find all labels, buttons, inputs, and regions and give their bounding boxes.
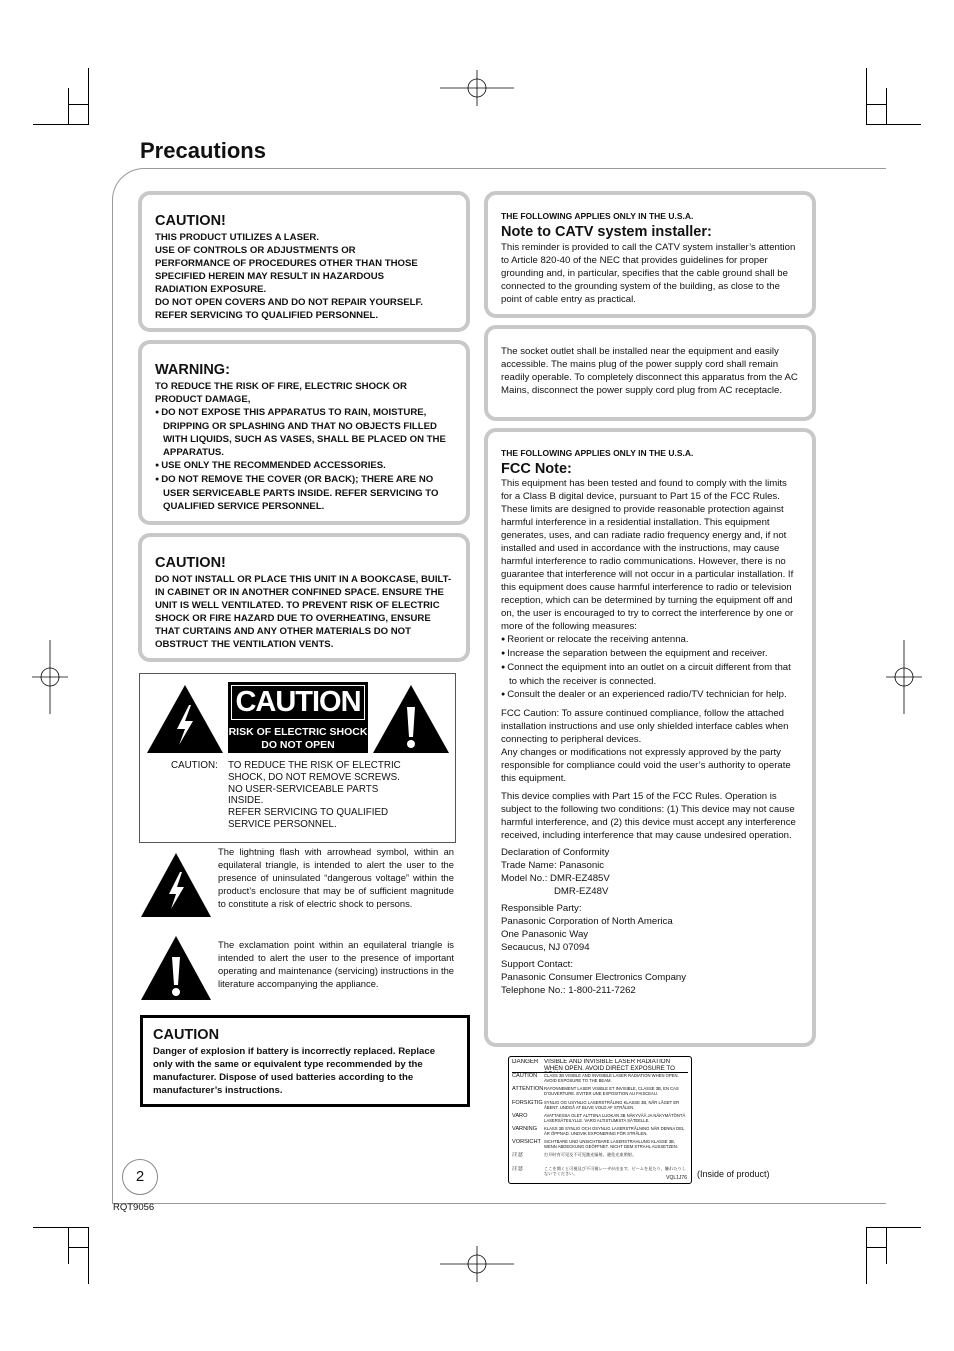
model-code: RQT9056 [113, 1202, 155, 1213]
conformity-line: Declaration of Conformity [501, 847, 610, 858]
fcc-heading: FCC Note: [501, 461, 572, 477]
warning-bullet: ● DO NOT REMOVE THE COVER (OR BACK); THERE ARE NO USER SERVICEABLE PARTS INSIDE. REFER SERVICING TO QUALIFIED SERVICE PERSONNEL. [155, 473, 454, 513]
laser-label-row [512, 1139, 688, 1152]
responsible-line: Secaucus, NJ 07094 [501, 942, 590, 953]
registration-mark-right [886, 640, 922, 714]
caution-label [139, 673, 456, 843]
caution-label-line: INSIDE. [228, 795, 264, 807]
caution-ventilation-box [138, 533, 470, 662]
fcc-applies: THE FOLLOWING APPLIES ONLY IN THE U.S.A. [501, 448, 694, 458]
laser-warning-label [508, 1056, 692, 1184]
fcc-box [484, 428, 816, 1047]
fcc-bullet: ● Connect the equipment into an outlet on a circuit different from that to which the receiver is connected. [501, 661, 800, 688]
fcc-bullet: ● Consult the dealer or an experienced radio/TV technician for help. [501, 688, 800, 702]
caution-sub1: RISK OF ELECTRIC SHOCK [228, 726, 368, 738]
laser-label-row [512, 1059, 688, 1073]
exclamation-triangle-icon [371, 683, 451, 755]
support-line: Panasonic Consumer Electronics Company [501, 972, 687, 983]
lightning-explanation: The lightning flash with arrowhead symbol, within an equilateral triangle, is intended to alert the user to the presence of uninsulated “dangerous voltage” within the product’s enclosure that may be of sufficient magnitude to constitute a risk of electric shock to persons. [218, 846, 454, 909]
responsible-line: Responsible Party: [501, 903, 582, 914]
caution-laser-line: PERFORMANCE OF PROCEDURES OTHER THAN THOSE [155, 258, 418, 269]
laser-label-text: SICHTBARE UND UNSICHTBARE LASERSTRAHLUNG KLASSE 3B, WENN ABDECKUNG GEÖFFNET. NICHT DEM STRAHL AUSSETZEN. [544, 1139, 679, 1150]
caution-laser-text [155, 231, 466, 322]
laser-label-text: ここを開くと可視及び不可視レーザが出ます。ビームを見たり、触れたりしないでください。 [544, 1165, 686, 1176]
fcc-support [501, 958, 800, 997]
caution-prefix: CAUTION: [171, 760, 218, 771]
conformity-line: Model No.: DMR-EZ485V [501, 873, 610, 884]
registration-mark-left [32, 640, 68, 714]
lightning-symbol-icon [140, 852, 212, 918]
lightning-triangle-icon [145, 683, 225, 755]
warning-heading: WARNING: [155, 362, 230, 378]
conformity-line: DMR-EZ48V [554, 886, 609, 897]
fcc-responsible [501, 902, 800, 954]
caution-label-line: NO USER-SERVICEABLE PARTS [228, 783, 379, 795]
caution-big-text: CAUTION [231, 685, 365, 720]
laser-label-code: VQL1J76 [666, 1175, 687, 1181]
caution-label-line: REFER SERVICING TO QUALIFIED [228, 807, 389, 819]
caution-laser-line: THIS PRODUCT UTILIZES A LASER. [155, 232, 319, 243]
laser-label-key: 注意 [512, 1152, 524, 1159]
caution-ventilation-text: DO NOT INSTALL OR PLACE THIS UNIT IN A BOOKCASE, BUILT-IN CABINET OR IN ANOTHER CONFINED SPACE. ENSURE THE UNIT IS WELL VENTILATED. TO PREVENT RISK OF ELECTRIC SHOCK OR FIRE HAZARD DUE TO OVERHEATING, ENSURE THAT CURTAINS AND ANY OTHER MATERIALS DO NOT OBSTRUCT THE VENTILATION VENTS. [155, 574, 452, 650]
laser-label-row [512, 1126, 688, 1139]
page-number: 2 [122, 1159, 158, 1195]
laser-label-text: 打开时有可见及不可见激光辐射。避免光束照射。 [544, 1152, 637, 1158]
conformity-line: Trade Name: Panasonic [501, 860, 605, 871]
caution-label-line: TO REDUCE THE RISK OF ELECTRIC [228, 760, 401, 771]
warning-intro: TO REDUCE THE RISK OF FIRE, ELECTRIC SHOCK OR PRODUCT DAMAGE, [155, 381, 407, 405]
caution-laser-box [138, 191, 470, 332]
warning-bullet: ● DO NOT EXPOSE THIS APPARATUS TO RAIN, MOISTURE, DRIPPING OR SPLASHING AND THAT NO OBJECTS FILLED WITH LIQUIDS, SUCH AS VASES, SHALL BE PLACED ON THE APPARATUS. [155, 406, 454, 459]
laser-label-text: AVATTAESSA OLET ALTTIINA LUOKAN 3B NÄKYVÄÄ JA NÄKYMÄTÖNTÄ LASERSÄTEILYLLE. VARO ALTISTUMISTA SÄTEELLE. [544, 1112, 686, 1123]
caution-laser-line: USE OF CONTROLS OR ADJUSTMENTS OR [155, 245, 356, 256]
caution-label-text [228, 760, 448, 831]
laser-label-key: DANGER [512, 1059, 539, 1065]
fcc-part15: This device complies with Part 15 of the FCC Rules. Operation is subject to the following two conditions: (1) This device may not cause harmful interference, and (2) this device must accept any interference received, including interference that may cause undesired operation. [501, 791, 796, 841]
support-line: Support Contact: [501, 959, 573, 970]
responsible-line: Panasonic Corporation of North America [501, 916, 673, 927]
laser-label-row [512, 1166, 688, 1179]
caution-sub2: DO NOT OPEN [261, 739, 335, 751]
registration-mark-bottom [440, 1246, 514, 1282]
battery-caution-text: Danger of explosion if battery is incorrectly replaced. Replace only with the same or equivalent type recommended by the manufacturer. Dispose of used batteries according to the manufacturer’s instructions. [153, 1046, 436, 1096]
battery-caution-box [140, 1015, 470, 1107]
laser-label-text: CLASS 3B VISIBLE AND INVISIBLE LASER RADIATION WHEN OPEN. AVOID EXPOSURE TO THE BEAM. [544, 1073, 679, 1084]
responsible-line: One Panasonic Way [501, 929, 589, 940]
caution-label-line: SHOCK, DO NOT REMOVE SCREWS. [228, 771, 400, 783]
socket-box [484, 325, 816, 421]
support-line: Telephone No.: 1-800-211-7262 [501, 985, 636, 996]
caution-laser-line: DO NOT OPEN COVERS AND DO NOT REPAIR YOURSELF. [155, 297, 423, 308]
catv-applies: THE FOLLOWING APPLIES ONLY IN THE U.S.A. [501, 211, 694, 221]
warning-bullet: ● USE ONLY THE RECOMMENDED ACCESSORIES. [155, 459, 454, 473]
laser-label-text: KLASS 3B SYNLIG OCH OSYNLIG LASERSTRÅLNING NÄR DENNA DEL ÄR ÖPPNAD. UNDVIK EXPONERING FÖR STRÅLEN. [544, 1125, 685, 1136]
catv-box [484, 191, 816, 318]
catv-heading: Note to CATV system installer: [501, 224, 712, 240]
battery-caution-heading: CAUTION [153, 1027, 220, 1043]
laser-label-row [512, 1073, 688, 1086]
laser-label-text: RAYONNEMENT LASER VISIBLE ET INVISIBLE, CLASSE 3B, EN CAS D'OUVERTURE. EVITER UNE EXPOSITION AU FAISCEAU. [544, 1086, 679, 1097]
laser-label-text: VISIBLE AND INVISIBLE LASER RADIATION WHEN OPEN. AVOID DIRECT EXPOSURE TO [544, 1059, 675, 1072]
caution-plate [228, 682, 368, 753]
laser-label-key: FORSIGTIG [512, 1099, 543, 1106]
fcc-conformity [501, 846, 800, 898]
registration-mark-top [440, 70, 514, 106]
page-title: Precautions [140, 138, 266, 163]
caution-label-line: SERVICE PERSONNEL. [228, 818, 337, 830]
fcc-caution: FCC Caution: To assure continued compliance, follow the attached installation instructions and use only shielded interface cables when connecting to peripheral devices. [501, 708, 789, 745]
caution-ventilation-heading: CAUTION! [155, 555, 226, 571]
caution-laser-line: REFER SERVICING TO QUALIFIED PERSONNEL. [155, 310, 378, 321]
catv-text: This reminder is provided to call the CATV system installer’s attention to Article 820-40 of the NEC that provides guidelines for proper grounding and, in particular, specifies that the cable ground shall be connected to the grounding system of the building, as close to the point of cable entry as practical. [501, 242, 796, 305]
laser-label-key: VARO [512, 1112, 528, 1119]
caution-laser-line: RADIATION EXPOSURE. [155, 284, 267, 295]
laser-label-row [512, 1100, 688, 1113]
laser-label-key: VARNING [512, 1125, 538, 1132]
laser-label-row [512, 1086, 688, 1099]
laser-label-key: 注意 [512, 1165, 524, 1172]
laser-label-row [512, 1113, 688, 1126]
laser-label-row [512, 1152, 688, 1165]
exclamation-symbol-icon [140, 935, 212, 1001]
fcc-bullet: ● Reorient or relocate the receiving antenna. [501, 633, 800, 647]
fcc-changes: Any changes or modifications not expressly approved by the party responsible for compliance could void the user’s authority to operate this equipment. [501, 747, 791, 784]
caution-laser-heading: CAUTION! [155, 213, 226, 229]
exclamation-explanation: The exclamation point within an equilateral triangle is intended to alert the user to the presence of important operating and maintenance (servicing) instructions in the literature accompanying the appliance. [218, 939, 454, 989]
laser-label-caption: (Inside of product) [697, 1169, 770, 1179]
socket-text: The socket outlet shall be installed near the equipment and easily accessible. The mains plug of the power supply cord shall remain readily operable. To completely disconnect this apparatus from the AC Mains, disconnect the power supply cord plug from AC receptacle. [501, 346, 798, 396]
laser-label-key: VORSICHT [512, 1139, 541, 1146]
fcc-intro: This equipment has been tested and found to comply with the limits for a Class B digital device, pursuant to Part 15 of the FCC Rules. These limits are designed to provide reasonable protection against harmful interference in a residential installation. This equipment generates, uses, and can radiate radio frequency energy and, if not installed and used in accordance with the instructions, may cause harmful interference to radio communications. However, there is no guarantee that interference will not occur in a particular installation. If this equipment does cause harmful interference to radio or television reception, which can be determined by turning the equipment off and on, the user is encouraged to try to correct the interference by one or more of the following measures: [501, 478, 794, 632]
laser-label-key: ATTENTION [512, 1086, 544, 1093]
caution-laser-line: SPECIFIED HEREIN MAY RESULT IN HAZARDOUS [155, 271, 385, 282]
fcc-bullet: ● Increase the separation between the equipment and receiver. [501, 647, 800, 661]
laser-label-text: SYNLIG OG USYNLIG LASERSTRÅLING KLASSE 3B, NÅR LÅGET ER ÅBENT. UNDGÅ AT BLIVE VOLD AF STRÅLEN. [544, 1099, 680, 1110]
laser-label-key: CAUTION [512, 1073, 538, 1080]
warning-box [138, 340, 470, 525]
